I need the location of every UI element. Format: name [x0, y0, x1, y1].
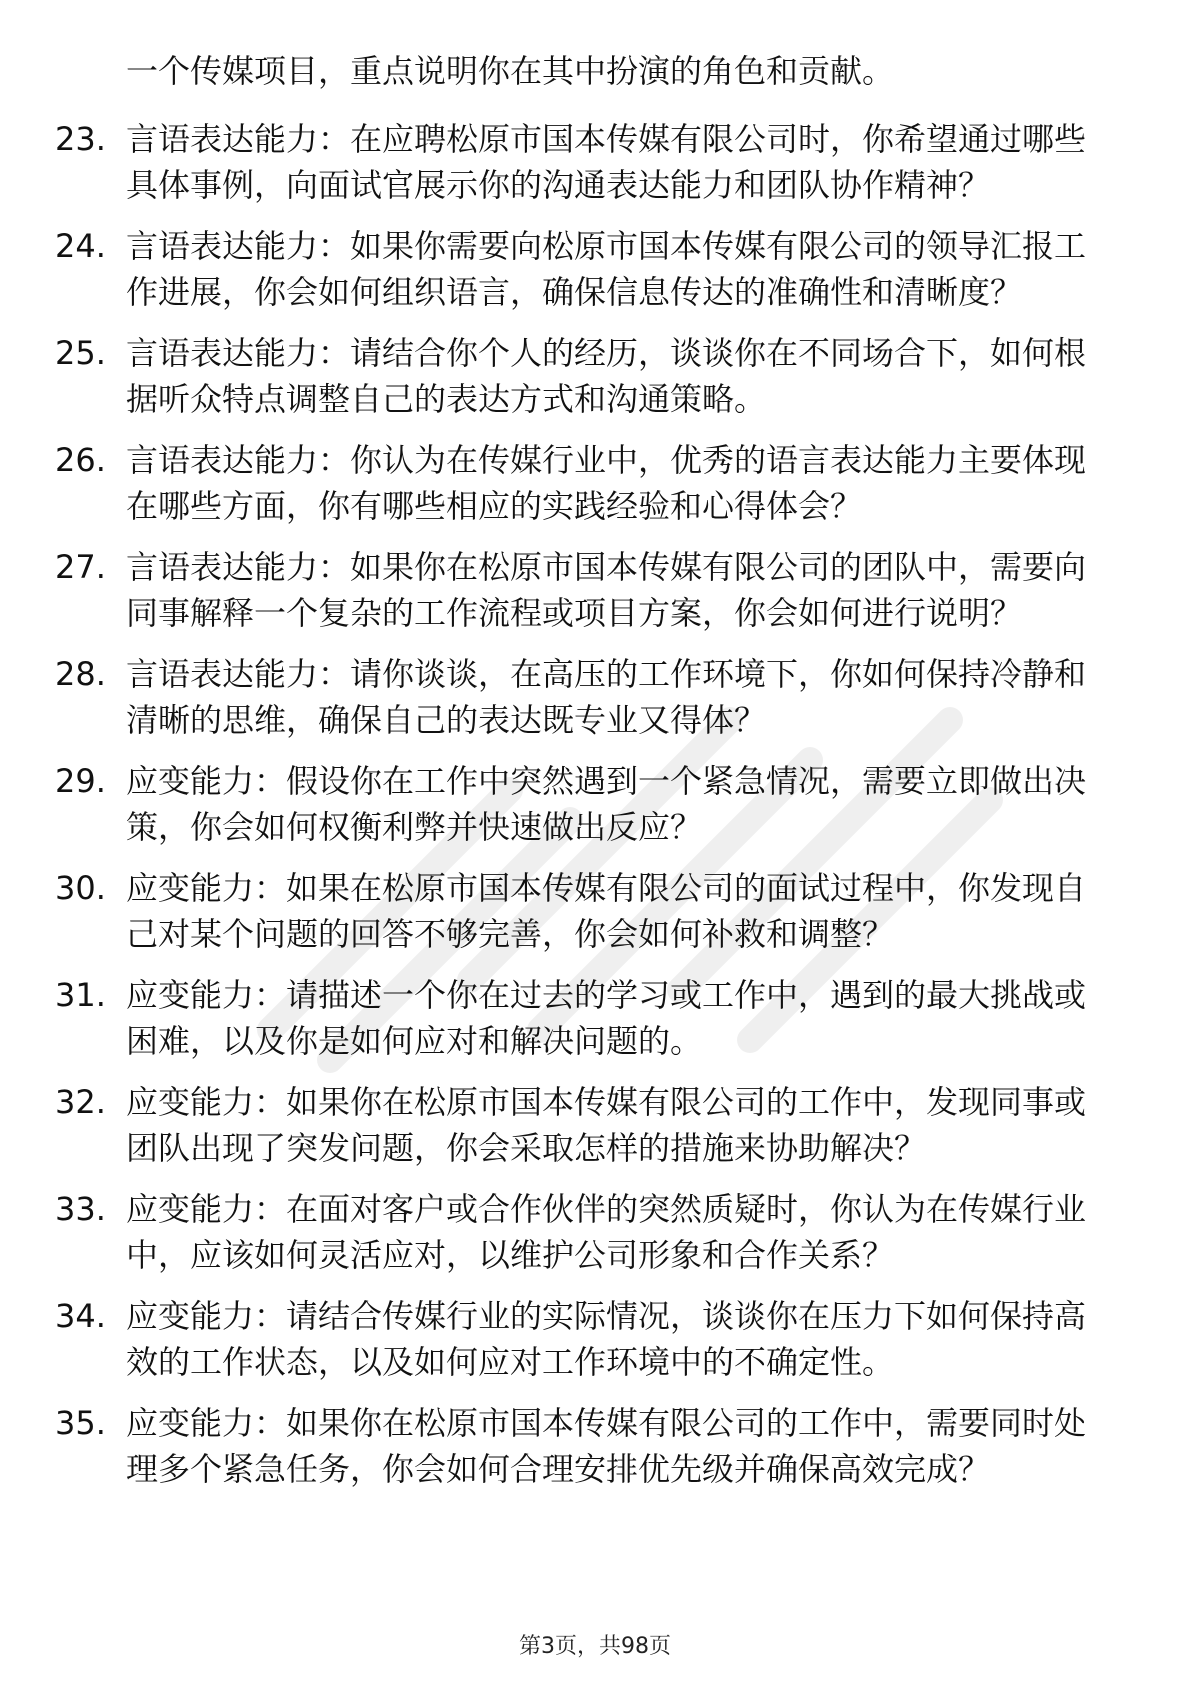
question-text: 应变能力：在面对客户或合作伙伴的突然质疑时，你认为在传媒行业中，应该如何灵活应对，以维护公司形象和合作关系？ [126, 1190, 1087, 1274]
question-item-27 [0, 544, 1106, 636]
question-item-33 [0, 1186, 1106, 1278]
question-item-29 [0, 758, 1106, 850]
question-list [0, 116, 1190, 1507]
question-text: 应变能力：请结合传媒行业的实际情况，谈谈你在压力下如何保持高效的工作状态，以及如何应对工作环境中的不确定性。 [126, 1297, 1087, 1381]
question-number: 24. [55, 227, 106, 265]
question-number: 35. [55, 1404, 106, 1442]
question-number: 31. [55, 976, 106, 1014]
question-item-31 [0, 972, 1106, 1064]
question-text: 应变能力：如果你在松原市国本传媒有限公司的工作中，发现同事或团队出现了突发问题，你会采取怎样的措施来协助解决？ [126, 1083, 1087, 1167]
question-number: 30. [55, 869, 106, 907]
question-text: 应变能力：请描述一个你在过去的学习或工作中，遇到的最大挑战或困难，以及你是如何应对和解决问题的。 [126, 976, 1087, 1060]
question-item-26 [0, 437, 1106, 529]
question-text: 言语表达能力：在应聘松原市国本传媒有限公司时，你希望通过哪些具体事例，向面试官展示你的沟通表达能力和团队协作精神？ [126, 120, 1087, 204]
question-text: 言语表达能力：如果你在松原市国本传媒有限公司的团队中，需要向同事解释一个复杂的工作流程或项目方案，你会如何进行说明？ [126, 548, 1087, 632]
question-number: 26. [55, 441, 106, 479]
question-number: 25. [55, 334, 106, 372]
question-item-35 [0, 1400, 1106, 1492]
question-text: 言语表达能力：请结合你个人的经历，谈谈你在不同场合下，如何根据听众特点调整自己的表达方式和沟通策略。 [126, 334, 1087, 418]
question-item-32 [0, 1079, 1106, 1171]
question-number: 23. [55, 120, 106, 158]
question-number: 34. [55, 1297, 106, 1335]
question-item-24 [0, 223, 1106, 315]
page-footer: 第3页，共98页 [519, 1634, 671, 1659]
continuation-text: 一个传媒项目，重点说明你在其中扮演的角色和贡献。 [126, 52, 895, 90]
question-text: 应变能力：如果在松原市国本传媒有限公司的面试过程中，你发现自己对某个问题的回答不够完善，你会如何补救和调整？ [126, 869, 1087, 953]
question-item-25 [0, 330, 1106, 422]
question-text: 应变能力：假设你在工作中突然遇到一个紧急情况，需要立即做出决策，你会如何权衡利弊并快速做出反应？ [126, 762, 1087, 846]
question-item-34 [0, 1293, 1106, 1385]
question-item-30 [0, 865, 1106, 957]
question-item-23 [0, 116, 1106, 208]
question-number: 29. [55, 762, 106, 800]
question-text: 言语表达能力：你认为在传媒行业中，优秀的语言表达能力主要体现在哪些方面，你有哪些相应的实践经验和心得体会？ [126, 441, 1087, 525]
question-text: 言语表达能力：请你谈谈，在高压的工作环境下，你如何保持冷静和清晰的思维，确保自己的表达既专业又得体？ [126, 655, 1087, 739]
question-item-28 [0, 651, 1106, 743]
question-number: 33. [55, 1190, 106, 1228]
question-number: 32. [55, 1083, 106, 1121]
question-number: 28. [55, 655, 106, 693]
question-number: 27. [55, 548, 106, 586]
question-text: 应变能力：如果你在松原市国本传媒有限公司的工作中，需要同时处理多个紧急任务，你会如何合理安排优先级并确保高效完成？ [126, 1404, 1087, 1488]
question-text: 言语表达能力：如果你需要向松原市国本传媒有限公司的领导汇报工作进展，你会如何组织语言，确保信息传达的准确性和清晰度？ [126, 227, 1087, 311]
